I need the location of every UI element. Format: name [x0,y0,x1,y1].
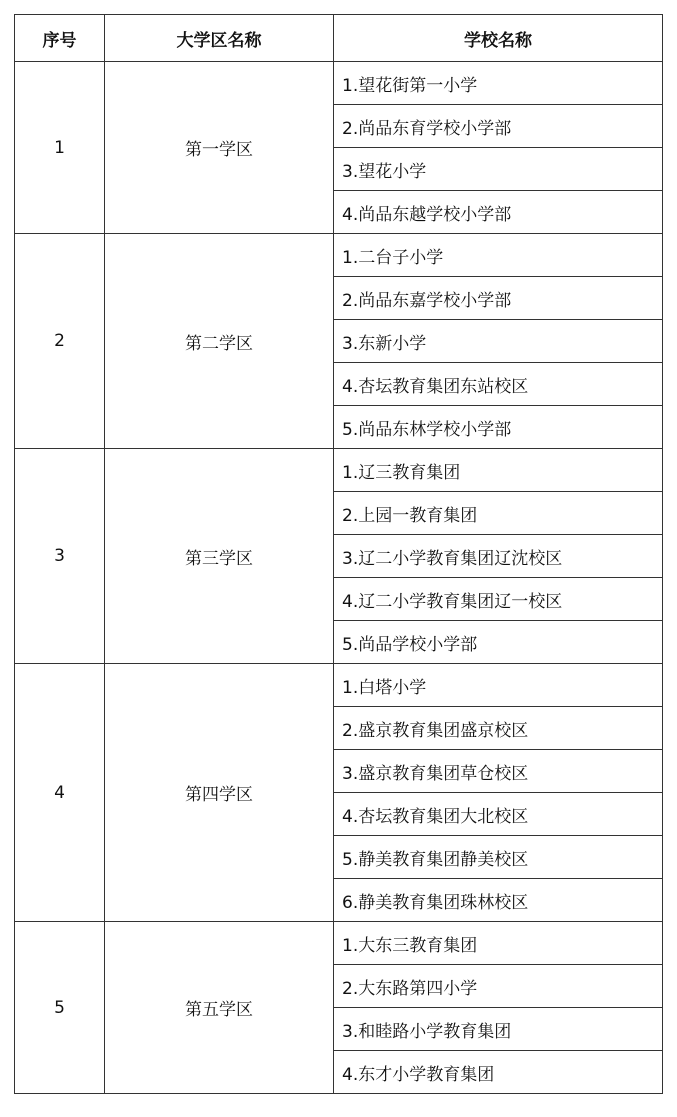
district-index-cell: 2 [15,234,105,449]
header-row [15,15,663,62]
school-name-cell: 2.大东路第四小学 [334,965,663,1008]
school-name-cell: 1.辽三教育集团 [334,449,663,492]
school-name-cell: 5.静美教育集团静美校区 [334,836,663,879]
school-name-cell: 3.望花小学 [334,148,663,191]
header-district-name: 大学区名称 [105,15,334,62]
school-name-cell: 4.杏坛教育集团大北校区 [334,793,663,836]
table-row [15,234,663,277]
school-name-cell: 2.上园一教育集团 [334,492,663,535]
school-name-cell: 4.杏坛教育集团东站校区 [334,363,663,406]
district-index-cell: 5 [15,922,105,1094]
school-name-cell: 2.尚品东育学校小学部 [334,105,663,148]
school-name-cell: 3.辽二小学教育集团辽沈校区 [334,535,663,578]
school-name-cell: 5.尚品东林学校小学部 [334,406,663,449]
district-index-cell: 1 [15,62,105,234]
district-name-cell: 第五学区 [105,922,334,1094]
school-name-cell: 2.盛京教育集团盛京校区 [334,707,663,750]
school-name-cell: 2.尚品东嘉学校小学部 [334,277,663,320]
school-name-cell: 1.望花街第一小学 [334,62,663,105]
school-name-cell: 1.白塔小学 [334,664,663,707]
school-name-cell: 3.和睦路小学教育集团 [334,1008,663,1051]
district-name-cell: 第二学区 [105,234,334,449]
district-index-cell: 3 [15,449,105,664]
table-row [15,449,663,492]
header-school-name: 学校名称 [334,15,663,62]
table-body [15,62,663,1094]
school-name-cell: 5.尚品学校小学部 [334,621,663,664]
header-index: 序号 [15,15,105,62]
district-name-cell: 第三学区 [105,449,334,664]
district-name-cell: 第四学区 [105,664,334,922]
table-row [15,62,663,105]
table-row [15,922,663,965]
table-row [15,664,663,707]
school-name-cell: 4.尚品东越学校小学部 [334,191,663,234]
school-name-cell: 3.东新小学 [334,320,663,363]
table-header [15,15,663,62]
school-name-cell: 3.盛京教育集团草仓校区 [334,750,663,793]
school-name-cell: 1.大东三教育集团 [334,922,663,965]
school-district-table [14,14,663,1094]
school-name-cell: 4.东才小学教育集团 [334,1051,663,1094]
district-name-cell: 第一学区 [105,62,334,234]
school-name-cell: 6.静美教育集团珠林校区 [334,879,663,922]
school-name-cell: 4.辽二小学教育集团辽一校区 [334,578,663,621]
district-index-cell: 4 [15,664,105,922]
school-name-cell: 1.二台子小学 [334,234,663,277]
